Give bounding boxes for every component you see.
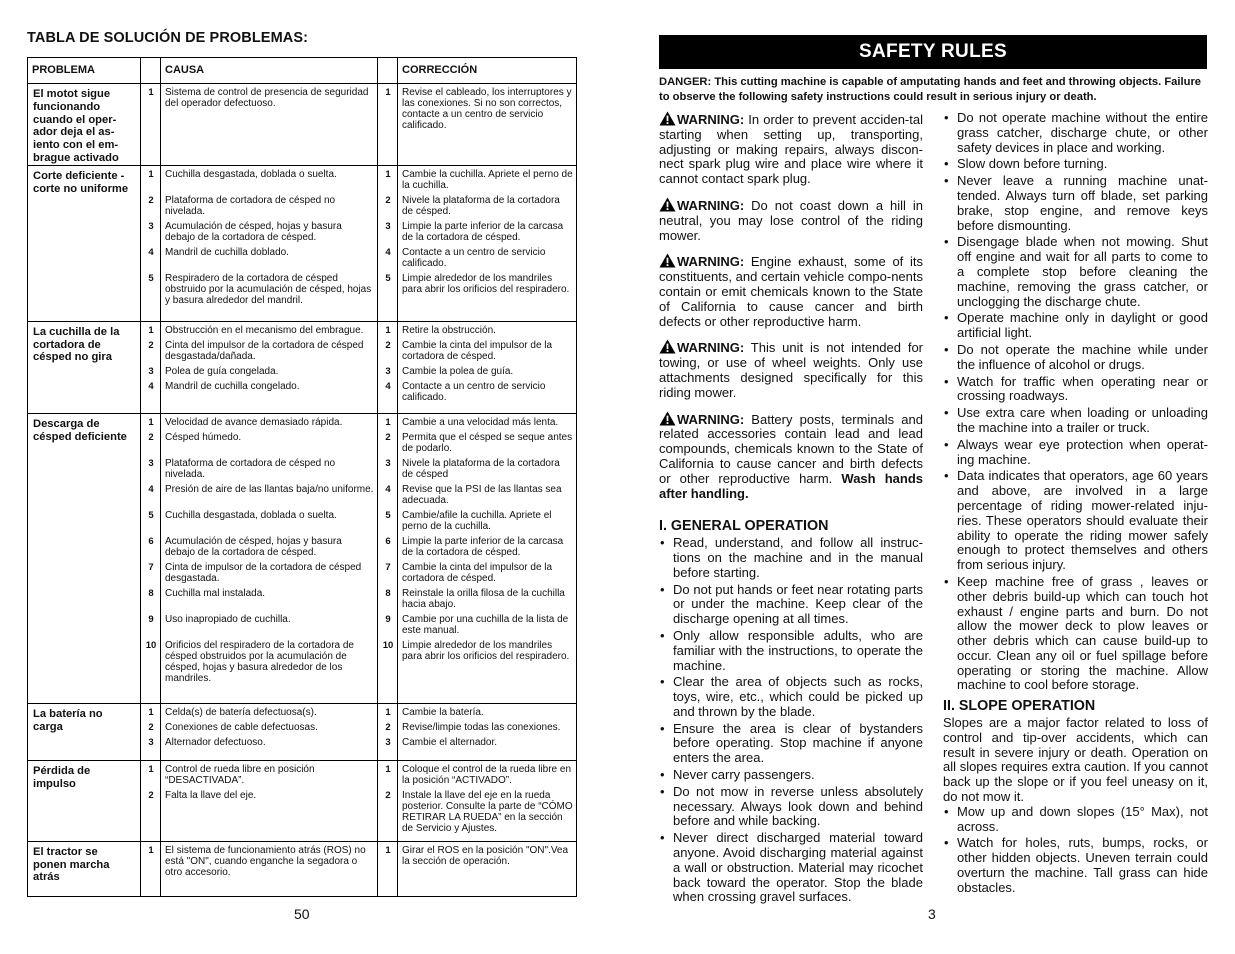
list-item: • Do not operate machine without the entire grass catcher, discharge chute, or other safety devices in place and working. (943, 111, 1208, 155)
cause-number: 3 (148, 365, 154, 377)
list-item: • Clear the area of objects such as rocks, toys, wire, etc., which could be picked up and thrown by the blade. (659, 675, 923, 719)
correction-number: 3 (385, 365, 391, 377)
correction-number: 5 (385, 272, 391, 284)
cause-text: Falta la llave del eje. (165, 789, 257, 801)
correction-text: Cambie/afile la cuchilla. Apriete el perno de la cuchilla. (402, 509, 552, 532)
table-row (28, 841, 577, 896)
correction-text: Revise/limpie todas las conexiones. (402, 721, 561, 733)
warning-triangle-icon (659, 111, 676, 126)
correction-number: 1 (385, 324, 391, 336)
cause-number: 9 (148, 613, 154, 625)
cause-text: Plataforma de cortadora de césped no nivelada. (165, 457, 336, 480)
cause-number: 8 (148, 587, 154, 599)
list-item: • Only allow responsible adults, who are familiar with the instructions, to operate the machine. (659, 629, 923, 673)
list-item: • Read, understand, and follow all instruc-tions on the machine and in the manual before starting. (659, 536, 923, 580)
list-item: • Never leave a running machine unat-tended. Always turn off blade, set parking brake, stop engine, and remove keys before dismounting. (943, 174, 1208, 233)
header-correction: CORRECCIÓN (398, 58, 577, 84)
correction-text: Limpie la parte inferior de la carcasa de la cortadora de césped. (402, 220, 564, 243)
correction-number: 2 (385, 789, 391, 801)
correction-cell (398, 841, 577, 896)
page-number-right: 3 (928, 906, 936, 922)
correction-text: Limpie alrededor de los mandriles para abrir los orificios del respiradero. (402, 639, 570, 662)
correction-text: Limpie alrededor de los mandriles para abrir los orificios del respiradero. (402, 272, 570, 295)
list-item: • Data indicates that operators, age 60 years and above, are involved in a large percentage of riding mower-related inju-ries. These operators should evaluate their ability to operate the riding mower safely enough to protect themselves and others from serious injury. (943, 469, 1208, 573)
correction-number: 3 (385, 457, 391, 469)
list-item: • Ensure the area is clear of bystanders before operating. Stop machine if anyone enters the area. (659, 722, 923, 766)
correction-text: Retire la obstrucción. (402, 324, 496, 336)
correction-number: 2 (385, 431, 391, 443)
cause-number: 5 (148, 272, 154, 284)
correction-number: 4 (385, 380, 391, 392)
table-row (28, 165, 577, 321)
general-operation-list (659, 536, 923, 905)
cause-text: Cuchilla desgastada, doblada o suelta. (165, 168, 337, 180)
cause-number-cell (141, 165, 161, 321)
cause-number-cell (141, 760, 161, 841)
list-item: • Watch for traffic when operating near or crossing roadways. (943, 375, 1208, 405)
cause-number: 1 (148, 87, 154, 98)
header-cause-num (141, 58, 161, 84)
correction-number: 5 (385, 509, 391, 521)
warning-text: In order to prevent acciden-tal starting when setting up, transporting, adjusting or making repairs, always discon-nect spark plug wire and place wire where it cannot contact spark plug. (659, 112, 923, 187)
slope-intro: Slopes are a major factor related to loss of control and tip-over accidents, which can result in severe injury or death. Operation on all slopes requires extra caution. If you cannot back up the slope or if you feel uneasy on it, do not mow it. (943, 715, 1208, 805)
cause-number: 7 (148, 561, 154, 573)
cause-number: 10 (145, 639, 157, 651)
cause-text: Respiradero de la cortadora de césped obstruido por la acumulación de césped, hojas y basura alrededor del mandril. (165, 272, 372, 306)
problem-cell: Descarga de césped deficiente (28, 413, 141, 703)
cause-number-cell (141, 413, 161, 703)
cause-number: 2 (148, 789, 154, 801)
problem-cell: Corte deficiente - corte no uniforme (28, 165, 141, 321)
column-right (943, 111, 1208, 898)
cause-text: Cinta del impulsor de la cortadora de césped desgastada/dañada. (165, 339, 364, 362)
cause-number-cell (141, 321, 161, 413)
problem-cell: La batería no carga (28, 703, 141, 760)
correction-cell (398, 165, 577, 321)
cause-number: 4 (148, 380, 154, 392)
warning-label: WARNING: (677, 340, 745, 356)
warning-text: Do not coast down a hill in neutral, you may lose control of the riding mower. (659, 197, 923, 243)
column-left (659, 111, 923, 907)
cause-number: 4 (148, 483, 154, 495)
cause-cell (161, 84, 378, 166)
warning-paragraph (659, 253, 923, 329)
correction-text: Cambie la batería. (402, 706, 484, 718)
safety-rules-banner: SAFETY RULES (659, 35, 1207, 69)
page-number-left: 50 (294, 906, 310, 922)
correction-text: Revise el cableado, los interruptores y las conexiones. Si no son correctos, contacte a un centro de servicio calificado. (402, 87, 572, 131)
warning-label: WARNING: (677, 197, 745, 213)
cause-text: Alternador defectuoso. (165, 736, 266, 748)
cause-cell (161, 413, 378, 703)
warning-label: WARNING: (677, 112, 745, 127)
correction-number: 1 (385, 416, 391, 428)
cause-text: Velocidad de avance demasiado rápida. (165, 416, 343, 428)
correction-text: Cambie el alternador. (402, 736, 498, 748)
correction-text: Cambie la cinta del impulsor de la cortadora de césped. (402, 561, 553, 584)
general-operation-title: I. GENERAL OPERATION (659, 518, 829, 535)
cause-number: 1 (148, 324, 154, 336)
cause-cell (161, 760, 378, 841)
list-item: • Always wear eye protection when operat-ing machine. (943, 438, 1208, 468)
cause-text: Plataforma de cortadora de césped no nivelada. (165, 194, 336, 217)
warning-label: WARNING: (677, 254, 745, 270)
correction-number: 2 (385, 339, 391, 351)
cause-number: 1 (148, 844, 154, 856)
warning-triangle-icon (659, 339, 676, 354)
cause-number: 2 (148, 721, 154, 733)
list-item: • Never direct discharged material toward anyone. Avoid discharging material against a wall or obstruction. Material may ricochet back toward the operator. Stop the blade when crossing gravel surfaces. (659, 831, 923, 905)
cause-text: Acumulación de césped, hojas y basura debajo de la cortadora de césped. (165, 535, 342, 558)
table-row (28, 413, 577, 703)
correction-cell (398, 84, 577, 166)
cause-text: Control de rueda libre en posición “DESACTIVADA”. (165, 763, 315, 786)
table-row (28, 703, 577, 760)
warning-triangle-icon (659, 253, 676, 268)
problem-cell: Pérdida de impulso (28, 760, 141, 841)
slope-operation-title: II. SLOPE OPERATION (943, 698, 1096, 715)
cause-number-cell (141, 84, 161, 166)
header-fix-num (378, 58, 398, 84)
correction-text: Cambie la cinta del impulsor de la cortadora de césped. (402, 339, 553, 362)
general-operation-list-continued (943, 111, 1208, 693)
correction-text: Contacte a un centro de servicio calificado. (402, 380, 546, 403)
cause-text: Acumulación de césped, hojas y basura debajo de la cortadora de césped. (165, 220, 342, 243)
cause-number: 3 (148, 220, 154, 232)
cause-number: 2 (148, 431, 154, 443)
list-item: • Do not operate the machine while under the influence of alcohol or drugs. (943, 343, 1208, 373)
cause-cell (161, 703, 378, 760)
warning-text: Engine exhaust, some of its constituents, and certain vehicle compo-nents contain or emit chemicals known to the State of California to cause cancer and birth defects or other reproductive harm. (659, 254, 923, 329)
table-title: TABLA DE SOLUCIÓN DE PROBLEMAS: (27, 30, 309, 46)
cause-number: 1 (148, 706, 154, 718)
cause-number: 5 (148, 509, 154, 521)
correction-number: 8 (385, 587, 391, 599)
correction-number-cell (378, 165, 398, 321)
warning-text: Battery posts, terminals and related accessories contain lead and lead compounds, chemicals known to the State of California to cause cancer and birth defects or other reproductive harm. (659, 411, 923, 486)
cause-text: Celda(s) de batería defectuosa(s). (165, 706, 317, 718)
cause-text: El sistema de funcionamiento atrás (ROS) no está "ON", cuando enganche la segadora o otro accesorio. (165, 844, 366, 878)
correction-text: Contacte a un centro de servicio calificado. (402, 246, 546, 269)
warning-paragraph (659, 339, 923, 400)
list-item: • Disengage blade when not mowing. Shut off engine and wait for all parts to come to a complete stop before cleaning the machine, removing the grass catcher, or unclogging the discharge chute. (943, 235, 1208, 309)
cause-text: Polea de guía congelada. (165, 365, 279, 377)
warning-label: WARNING: (677, 411, 745, 427)
header-cause: CAUSA (161, 58, 378, 84)
cause-number: 2 (148, 194, 154, 206)
correction-text: Cambie la cuchilla. Apriete el perno de la cuchilla. (402, 168, 573, 191)
problem-cell: El tractor se ponen marcha atrás (28, 841, 141, 896)
slope-operation-list (943, 805, 1208, 896)
cause-number: 1 (148, 416, 154, 428)
list-item: • Use extra care when loading or unloading the machine into a trailer or truck. (943, 406, 1208, 436)
list-item: • Watch for holes, ruts, bumps, rocks, or other hidden objects. Uneven terrain could overturn the machine. Tall grass can hide obstacles. (943, 836, 1208, 895)
correction-number: 6 (385, 535, 391, 547)
cause-text: Cuchilla desgastada, doblada o suelta. (165, 509, 337, 521)
danger-notice: DANGER: This cutting machine is capable of amputating hands and feet and throwing objects. Failure to observe the following safety instructions could result in serious injury or death. (659, 76, 1202, 103)
correction-number: 9 (385, 613, 391, 625)
cause-number-cell (141, 841, 161, 896)
correction-number-cell (378, 841, 398, 896)
correction-number: 1 (385, 763, 391, 775)
warning-paragraph (659, 197, 923, 243)
cause-number: 4 (148, 246, 154, 258)
correction-cell (398, 760, 577, 841)
cause-text: Uso inapropiado de cuchilla. (165, 613, 291, 625)
correction-text: Cambie a una velocidad más lenta. (402, 416, 559, 428)
correction-text: Revise que la PSI de las llantas sea adecuada. (402, 483, 562, 506)
cause-number-cell (141, 703, 161, 760)
cause-number: 3 (148, 736, 154, 748)
correction-number: 2 (385, 194, 391, 206)
warning-paragraph (659, 111, 923, 187)
correction-text: Nivele la plataforma de la cortadora de césped (402, 457, 560, 480)
correction-number: 4 (385, 483, 391, 495)
correction-text: Instale la llave del eje en la rueda posterior. Consulte la parte de “CÓMO RETIRAR LA RUEDA” en la sección de Servicio y Ajustes. (402, 789, 573, 834)
correction-number: 1 (385, 844, 391, 856)
cause-text: Mandril de cuchilla doblado. (165, 246, 289, 258)
problem-cell: La cuchilla de la cortadora de césped no gira (28, 321, 141, 413)
correction-number-cell (378, 703, 398, 760)
cause-text: Cinta de impulsor de la cortadora de césped desgastada. (165, 561, 362, 584)
problem-cell: El motot sigue funcionando cuando el oper-ador deja el as-iento con el em-brague activado (28, 84, 141, 166)
warning-triangle-icon (659, 197, 676, 212)
cause-text: Cuchilla mal instalada. (165, 587, 266, 599)
correction-number: 10 (382, 639, 394, 651)
correction-number: 7 (385, 561, 391, 573)
list-item: • Do not mow in reverse unless absolutely necessary. Always look down and behind before and while backing. (659, 785, 923, 829)
cause-text: Césped húmedo. (165, 431, 242, 443)
list-item: • Operate machine only in daylight or good artificial light. (943, 311, 1208, 341)
warning-triangle-icon (659, 411, 676, 426)
correction-number-cell (378, 413, 398, 703)
cause-text: Obstrucción en el mecanismo del embrague. (165, 324, 364, 336)
correction-number-cell (378, 760, 398, 841)
correction-text: Girar el ROS en la posición "ON".Vea la sección de operación. (402, 844, 569, 867)
correction-text: Coloque el control de la rueda libre en la posición “ACTIVADO”. (402, 763, 571, 786)
correction-text: Cambie la polea de guía. (402, 365, 514, 377)
list-item: • Mow up and down slopes (15° Max), not across. (943, 805, 1208, 835)
correction-number: 3 (385, 220, 391, 232)
table-row (28, 84, 577, 166)
table-row (28, 760, 577, 841)
correction-text: Permita que el césped se seque antes de podarlo. (402, 431, 573, 454)
correction-number: 4 (385, 246, 391, 258)
list-item: • Keep machine free of grass , leaves or other debris build-up which can touch hot exhaust / engine parts and burn. Do not allow the mower deck to plow leaves or other debris which can cause build-up to occur. Clean any oil or fuel spillage before operating or storing the machine. Allow machine to cool before storage. (943, 575, 1208, 693)
table-row (28, 321, 577, 413)
cause-cell (161, 165, 378, 321)
cause-cell (161, 321, 378, 413)
cause-number: 1 (148, 763, 154, 775)
correction-text: Nivele la plataforma de la cortadora de césped. (402, 194, 560, 217)
correction-cell (398, 321, 577, 413)
list-item: • Slow down before turning. (943, 157, 1208, 172)
correction-number: 2 (385, 721, 391, 733)
cause-text: Mandril de cuchilla congelado. (165, 380, 300, 392)
correction-number: 1 (385, 168, 391, 180)
warning-paragraph (659, 411, 923, 502)
list-item: • Do not put hands or feet near rotating parts or under the machine. Keep clear of the discharge opening at all times. (659, 583, 923, 627)
warning-bold-tail: Wash hands after handling. (659, 470, 923, 501)
cause-text: Orificios del respiradero de la cortadora de césped obstruidos por la acumulación de césped, hojas y basura alrededor de los mandriles. (165, 639, 354, 684)
troubleshooting-table (27, 57, 577, 897)
cause-number: 1 (148, 168, 154, 180)
correction-number-cell (378, 321, 398, 413)
correction-number: 1 (385, 706, 391, 718)
correction-cell (398, 413, 577, 703)
warning-text: This unit is not intended for towing, or use of wheel weights. Only use attachments designed specifically for this riding mower. (659, 340, 923, 400)
cause-text: Presión de aire de las llantas baja/no uniforme. (165, 483, 374, 495)
correction-number: 1 (385, 87, 391, 98)
correction-cell (398, 703, 577, 760)
correction-text: Reinstale la orilla filosa de la cuchilla hacia abajo. (402, 587, 565, 610)
header-problem: PROBLEMA (28, 58, 141, 84)
cause-number: 2 (148, 339, 154, 351)
cause-text: Sistema de control de presencia de seguridad del operador defectuoso. (165, 87, 369, 109)
correction-text: Limpie la parte inferior de la carcasa de la cortadora de césped. (402, 535, 564, 558)
cause-number: 3 (148, 457, 154, 469)
cause-text: Conexiones de cable defectuosas. (165, 721, 318, 733)
cause-cell (161, 841, 378, 896)
list-item: • Never carry passengers. (659, 768, 923, 783)
correction-number-cell (378, 84, 398, 166)
cause-number: 6 (148, 535, 154, 547)
correction-number: 3 (385, 736, 391, 748)
correction-text: Cambie por una cuchilla de la lista de este manual. (402, 613, 569, 636)
